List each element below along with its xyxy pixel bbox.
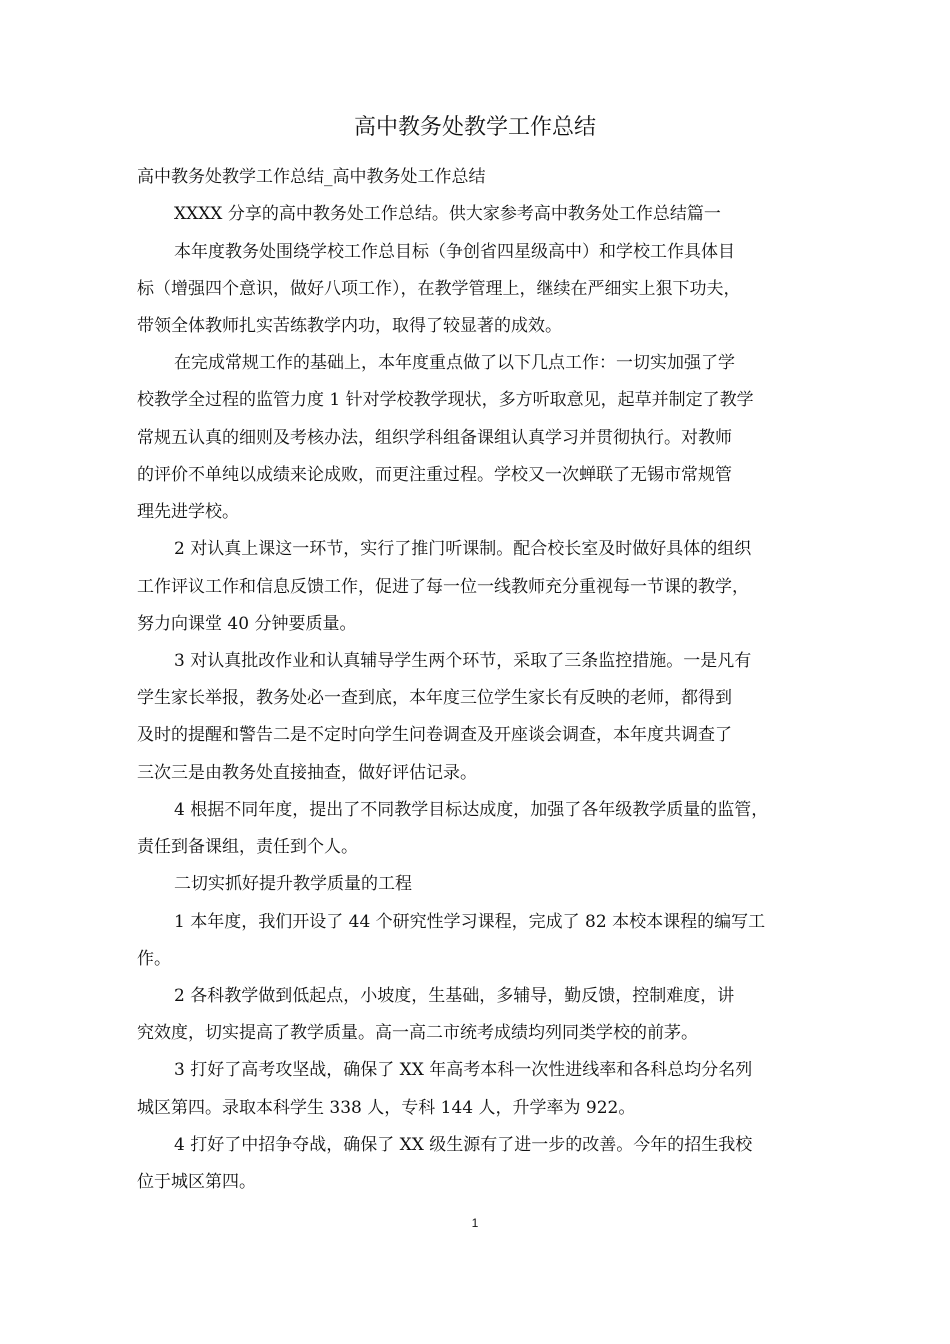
paragraph-line: 工作评议工作和信息反馈工作，促进了每一位一线教师充分重视每一节课的教学， (137, 577, 749, 597)
paragraph-line: 责任到备课组，责任到个人。 (137, 837, 358, 857)
paragraph-line: 3 打好了高考攻坚战，确保了 XX 年高考本科一次性进线率和各科总均分名列 (174, 1060, 753, 1080)
paragraph-line: 城区第四。录取本科学生 338 人，专科 144 人，升学率为 922。 (137, 1098, 636, 1118)
paragraph-line: 校教学全过程的监管力度 1 针对学校教学现状，多方听取意见，起草并制定了教学 (137, 390, 754, 410)
paragraph-line: 三次三是由教务处直接抽查，做好评估记录。 (137, 763, 477, 783)
section-heading: 二切实抓好提升教学质量的工程 (174, 874, 412, 894)
paragraph-line: 常规五认真的细则及考核办法，组织学科组备课组认真学习并贯彻执行。对教师 (137, 428, 732, 448)
intro-line: XXXX 分享的高中教务处工作总结。供大家参考高中教务处工作总结篇一 (174, 204, 721, 224)
paragraph-line: 3 对认真批改作业和认真辅导学生两个环节，采取了三条监控措施。一是凡有 (174, 651, 752, 671)
document-subtitle: 高中教务处教学工作总结_高中教务处工作总结 (137, 167, 486, 187)
paragraph-line: 在完成常规工作的基础上，本年度重点做了以下几点工作：一切实加强了学 (174, 353, 735, 373)
paragraph-line: 本年度教务处围绕学校工作总目标（争创省四星级高中）和学校工作具体目 (174, 242, 735, 262)
paragraph-line: 的评价不单纯以成绩来论成败，而更注重过程。学校又一次蝉联了无锡市常规管 (137, 465, 732, 485)
paragraph-line: 努力向课堂 40 分钟要质量。 (137, 614, 357, 634)
paragraph-line: 位于城区第四。 (137, 1172, 256, 1192)
paragraph-line: 标（增强四个意识，做好八项工作），在教学管理上，继续在严细实上狠下功夫， (137, 279, 741, 299)
document-title: 高中教务处教学工作总结 (353, 115, 596, 140)
paragraph-line: 2 对认真上课这一环节，实行了推门听课制。配合校长室及时做好具体的组织 (174, 539, 752, 559)
paragraph-line: 1 本年度，我们开设了 44 个研究性学习课程，完成了 82 本校本课程的编写工 (174, 912, 766, 932)
paragraph-line: 学生家长举报，教务处必一查到底，本年度三位学生家长有反映的老师，都得到 (137, 688, 732, 708)
paragraph-line: 2 各科教学做到低起点，小坡度，生基础，多辅导，勤反馈，控制难度，讲 (174, 986, 735, 1006)
paragraph-line: 理先进学校。 (137, 502, 239, 522)
paragraph-line: 4 根据不同年度，提出了不同教学目标达成度，加强了各年级教学质量的监管， (174, 800, 769, 820)
paragraph-line: 4 打好了中招争夺战，确保了 XX 级生源有了进一步的改善。今年的招生我校 (174, 1135, 753, 1155)
paragraph-line: 带领全体教师扎实苦练教学内功，取得了较显著的成效。 (137, 316, 562, 336)
paragraph-line: 究效度，切实提高了教学质量。高一高二市统考成绩均列同类学校的前茅。 (137, 1023, 698, 1043)
paragraph-line: 及时的提醒和警告二是不定时向学生问卷调查及开座谈会调查，本年度共调查了 (137, 725, 732, 745)
paragraph-line: 作。 (137, 949, 171, 969)
page-number: 1 (471, 1216, 479, 1230)
